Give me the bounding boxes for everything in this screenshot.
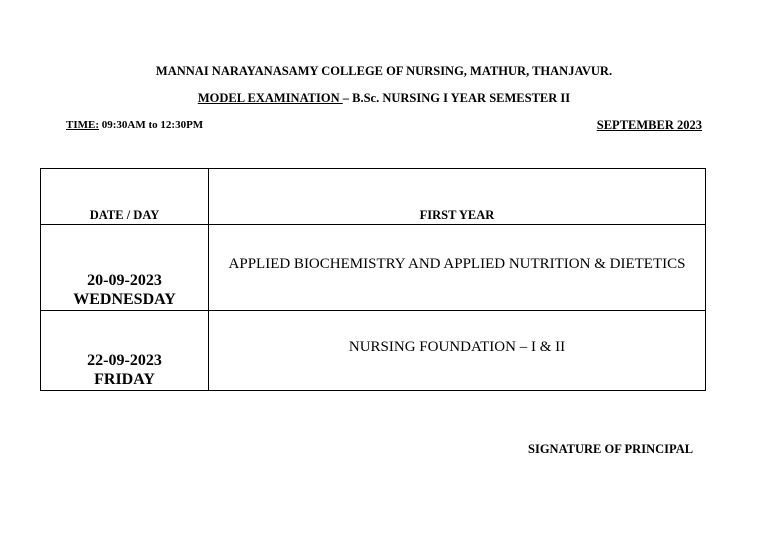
exam-day: WEDNESDAY <box>73 291 176 308</box>
subject-column-header <box>209 169 706 225</box>
college-title: MANNAI NARAYANASAMY COLLEGE OF NURSING, MATHUR, THANJAVUR. <box>155 64 613 78</box>
exam-label: MODEL EXAMINATION <box>197 91 343 105</box>
exam-date: 22-09-2023 <box>87 352 162 369</box>
principal-signature-label: SIGNATURE OF PRINCIPAL <box>528 442 694 456</box>
subject-cell <box>209 311 706 391</box>
table-row <box>41 311 706 391</box>
subject-name: APPLIED BIOCHEMISTRY AND APPLIED NUTRITION & DIETETICS <box>228 256 686 272</box>
date-cell <box>41 225 209 311</box>
exam-time <box>66 119 203 131</box>
time-value: 09:30AM to 12:30PM <box>99 119 204 131</box>
date-column-header <box>41 169 209 225</box>
subject-cell <box>209 225 706 311</box>
subject-name: NURSING FOUNDATION – I & II <box>348 339 566 355</box>
exam-day: FRIDAY <box>94 371 155 388</box>
exam-date: 20-09-2023 <box>87 272 162 289</box>
subject-column-label: FIRST YEAR <box>419 208 495 222</box>
table-header-row <box>41 169 706 225</box>
exam-month: SEPTEMBER 2023 <box>596 118 702 132</box>
exam-title <box>0 91 768 106</box>
date-cell <box>41 311 209 391</box>
time-label: TIME: <box>66 119 99 131</box>
table-row <box>41 225 706 311</box>
exam-schedule-table <box>40 168 706 391</box>
exam-detail: – B.Sc. NURSING I YEAR SEMESTER II <box>342 91 571 105</box>
date-column-label: DATE / DAY <box>89 208 160 222</box>
